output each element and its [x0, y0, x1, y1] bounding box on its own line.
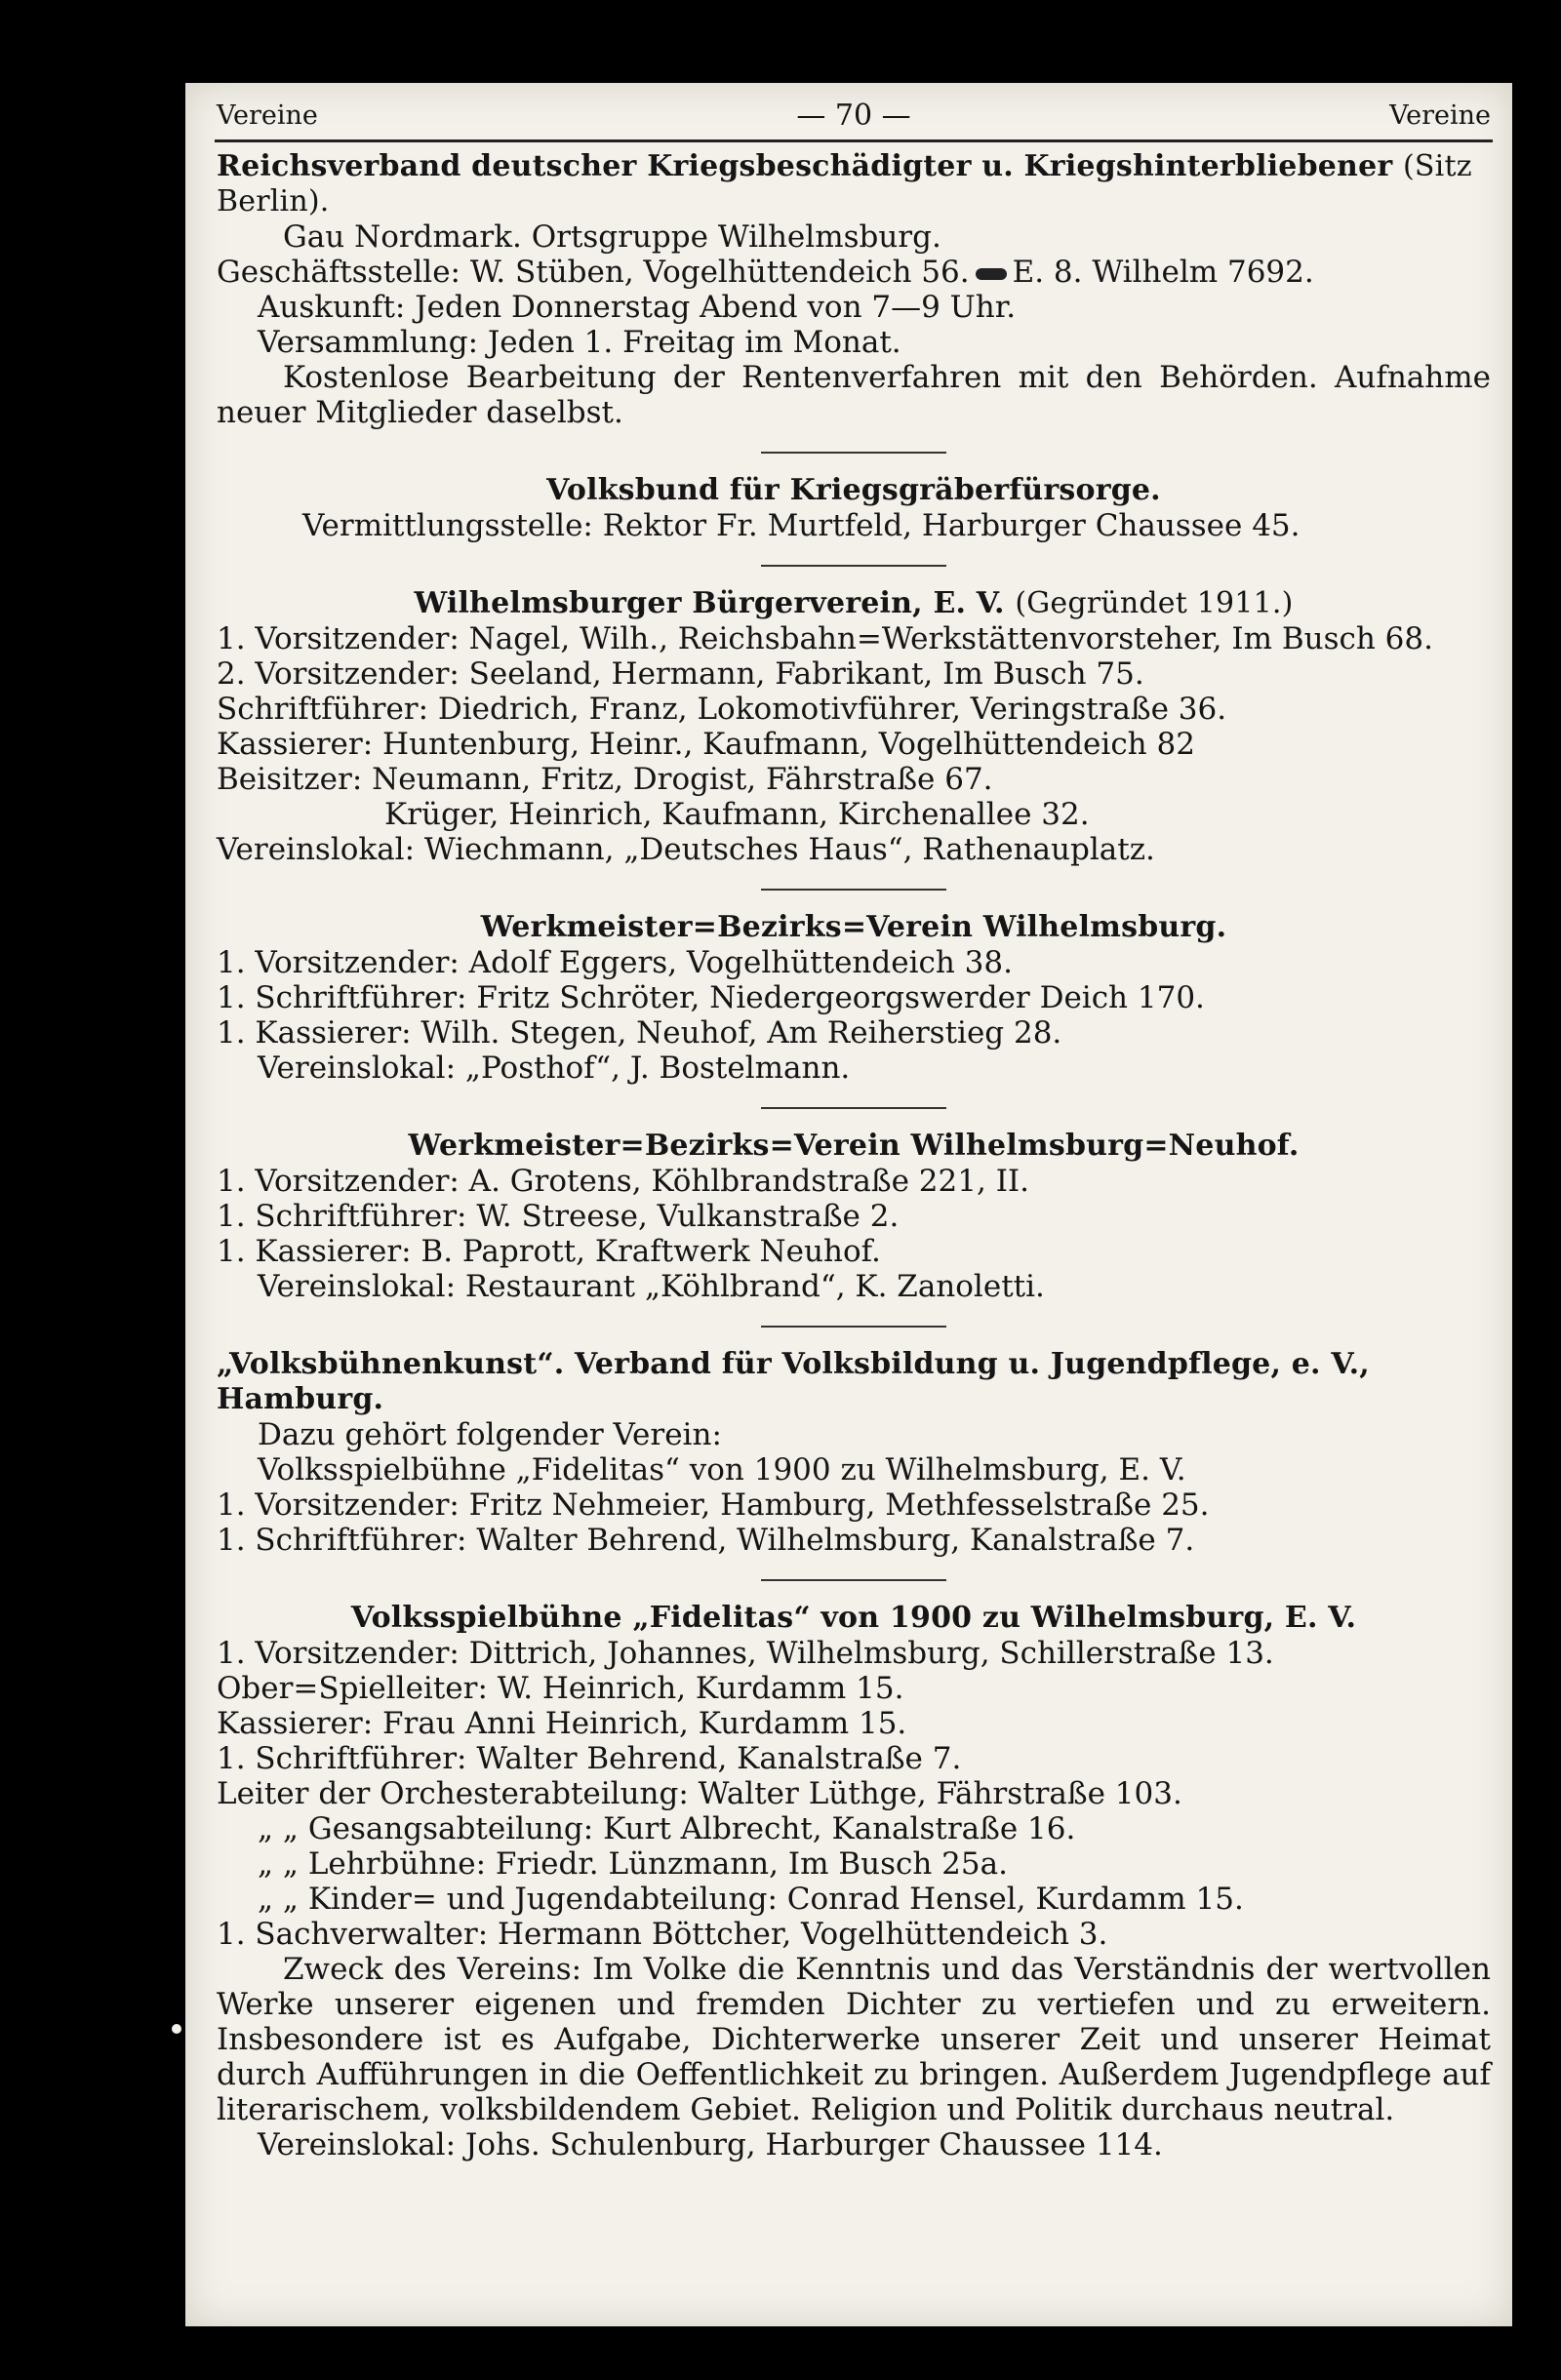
section-line: Kassierer: Huntenburg, Heinr., Kaufmann, Vogelhüttendeich 82	[217, 727, 1195, 762]
section-line: Leiter der Orchesterabteilung: Walter Lüthge, Fährstraße 103.	[217, 1776, 1182, 1811]
section-line: Auskunft: Jeden Donnerstag Abend von 7—9 Uhr.	[258, 290, 1017, 325]
section-title	[217, 586, 1491, 621]
section-paragraph: Kostenlose Bearbeitung der Rentenverfahren mit den Behörden. Aufnahme neuer Mitglieder daselbst.	[217, 360, 1491, 430]
section-werkmeister-neuhof	[217, 1129, 1491, 1304]
section-line: „ „ Lehrbühne: Friedr. Lünzmann, Im Busch 25a.	[258, 1846, 1008, 1882]
section-line: Dazu gehört folgender Verein:	[258, 1417, 722, 1452]
section-line: Vermittlungsstelle: Rektor Fr. Murtfeld, Harburger Chaussee 45.	[302, 508, 1301, 543]
section-line: Krüger, Heinrich, Kaufmann, Kirchenallee 32.	[384, 797, 1090, 832]
section-line: „ „ Kinder= und Jugendabteilung: Conrad Hensel, Kurdamm 15.	[258, 1882, 1244, 1917]
section-title: Werkmeister=Bezirks=Verein Wilhelmsburg=Neuhof.	[408, 1129, 1300, 1163]
section-line: 1. Vorsitzender: Fritz Nehmeier, Hamburg, Methfesselstraße 25.	[217, 1488, 1210, 1523]
section-line: 1. Vorsitzender: A. Grotens, Köhlbrandstraße 221, II.	[217, 1164, 1030, 1199]
section-volksbuehnenkunst	[217, 1347, 1491, 1558]
telephone-icon	[976, 268, 1007, 280]
section-line: 1. Schriftführer: W. Streese, Vulkanstraße 2.	[217, 1199, 900, 1234]
section-title: „Volksbühnenkunst“. Verband für Volksbildung u. Jugendpflege, e. V., Hamburg.	[217, 1347, 1370, 1416]
section-title-bold: Wilhelmsburger Bürgerverein, E. V.	[414, 586, 1005, 620]
section-title-plain: (Gegründet 1911.)	[1015, 586, 1294, 620]
page-content	[217, 149, 1491, 2162]
section-line: 2. Vorsitzender: Seeland, Hermann, Fabrikant, Im Busch 75.	[217, 656, 1144, 692]
section-line: Gau Nordmark. Ortsgruppe Wilhelmsburg.	[283, 219, 941, 255]
section-line: 1. Schriftführer: Walter Behrend, Wilhelmsburg, Kanalstraße 7.	[217, 1523, 1195, 1558]
document-page	[185, 83, 1512, 2326]
section-line: Vereinslokal: Johs. Schulenburg, Harburger Chaussee 114.	[258, 2127, 1163, 2162]
section-title-plain: (Sitz Berlin).	[217, 149, 1472, 218]
section-line: Volksspielbühne „Fidelitas“ von 1900 zu Wilhelmsburg, E. V.	[258, 1452, 1186, 1488]
phone-number: E. 8. Wilhelm 7692.	[1012, 255, 1314, 290]
section-volksbund	[217, 473, 1491, 543]
section-line: Beisitzer: Neumann, Fritz, Drogist, Fährstraße 67.	[217, 762, 993, 797]
section-line: 1. Sachverwalter: Hermann Böttcher, Vogelhüttendeich 3.	[217, 1917, 1108, 1952]
margin-speck	[172, 2024, 181, 2034]
address-text: Geschäftsstelle: W. Stüben, Vogelhüttendeich 56.	[217, 255, 970, 290]
section-line: „ „ Gesangsabteilung: Kurt Albrecht, Kanalstraße 16.	[258, 1811, 1076, 1846]
section-line: Versammlung: Jeden 1. Freitag im Monat.	[258, 325, 901, 360]
section-title: Volksbund für Kriegsgräberfürsorge.	[546, 473, 1161, 507]
section-line: 1. Vorsitzender: Dittrich, Johannes, Wilhelmsburg, Schillerstraße 13.	[217, 1636, 1274, 1671]
section-divider	[761, 1107, 946, 1109]
section-line: 1. Schriftführer: Walter Behrend, Kanalstraße 7.	[217, 1741, 962, 1776]
section-line: 1. Kassierer: Wilh. Stegen, Neuhof, Am Reiherstieg 28.	[217, 1015, 1062, 1051]
section-fidelitas	[217, 1601, 1491, 2162]
section-divider	[761, 1326, 946, 1328]
section-line: 1. Schriftführer: Fritz Schröter, Niedergeorgswerder Deich 170.	[217, 980, 1205, 1015]
section-line: 1. Vorsitzender: Nagel, Wilh., Reichsbahn=Werkstättenvorsteher, Im Busch 68.	[217, 621, 1433, 656]
section-divider	[761, 1579, 946, 1581]
header-rule	[215, 139, 1493, 142]
section-line: Vereinslokal: „Posthof“, J. Bostelmann.	[258, 1051, 851, 1086]
section-divider	[761, 565, 946, 567]
section-title: Volksspielbühne „Fidelitas“ von 1900 zu Wilhelmsburg, E. V.	[350, 1601, 1357, 1635]
section-divider	[761, 452, 946, 454]
section-title: Werkmeister=Bezirks=Verein Wilhelmsburg.	[480, 910, 1227, 944]
header-left: Vereine	[217, 100, 318, 131]
section-line: Vereinslokal: Wiechmann, „Deutsches Haus“, Rathenauplatz.	[217, 832, 1155, 867]
page-header	[217, 97, 1491, 136]
section-line: 1. Kassierer: B. Paprott, Kraftwerk Neuhof.	[217, 1234, 881, 1269]
section-buergerverein	[217, 586, 1491, 867]
section-line: 1. Vorsitzender: Adolf Eggers, Vogelhüttendeich 38.	[217, 945, 1013, 980]
page-number: — 70 —	[796, 99, 911, 133]
section-werkmeister-wilhelmsburg	[217, 910, 1491, 1086]
section-title-bold: Reichsverband deutscher Kriegsbeschädigter u. Kriegshinterbliebener	[217, 149, 1393, 183]
section-divider	[761, 889, 946, 891]
section-reichsverband	[217, 149, 1491, 430]
section-paragraph: Zweck des Vereins: Im Volke die Kenntnis und das Verständnis der wertvollen Werke unserer eigenen und fremden Dichter zu vertiefen und zu erweitern. Insbesondere ist es Aufgabe, Dichterwerke unserer Zeit und unserer Heimat durch Aufführungen in die Oeffentlichkeit zu bringen. Außerdem Jugendpflege auf literarischem, volksbildendem Gebiet. Religion und Politik durchaus neutral.	[217, 1952, 1491, 2127]
section-title	[217, 149, 1491, 219]
section-line: Ober=Spielleiter: W. Heinrich, Kurdamm 15.	[217, 1671, 904, 1706]
header-right: Vereine	[1389, 100, 1491, 131]
section-line: Schriftführer: Diedrich, Franz, Lokomotivführer, Veringstraße 36.	[217, 692, 1227, 727]
section-line: Vereinslokal: Restaurant „Köhlbrand“, K. Zanoletti.	[258, 1269, 1045, 1304]
section-line	[217, 255, 1491, 290]
section-line: Kassierer: Frau Anni Heinrich, Kurdamm 15.	[217, 1706, 907, 1741]
